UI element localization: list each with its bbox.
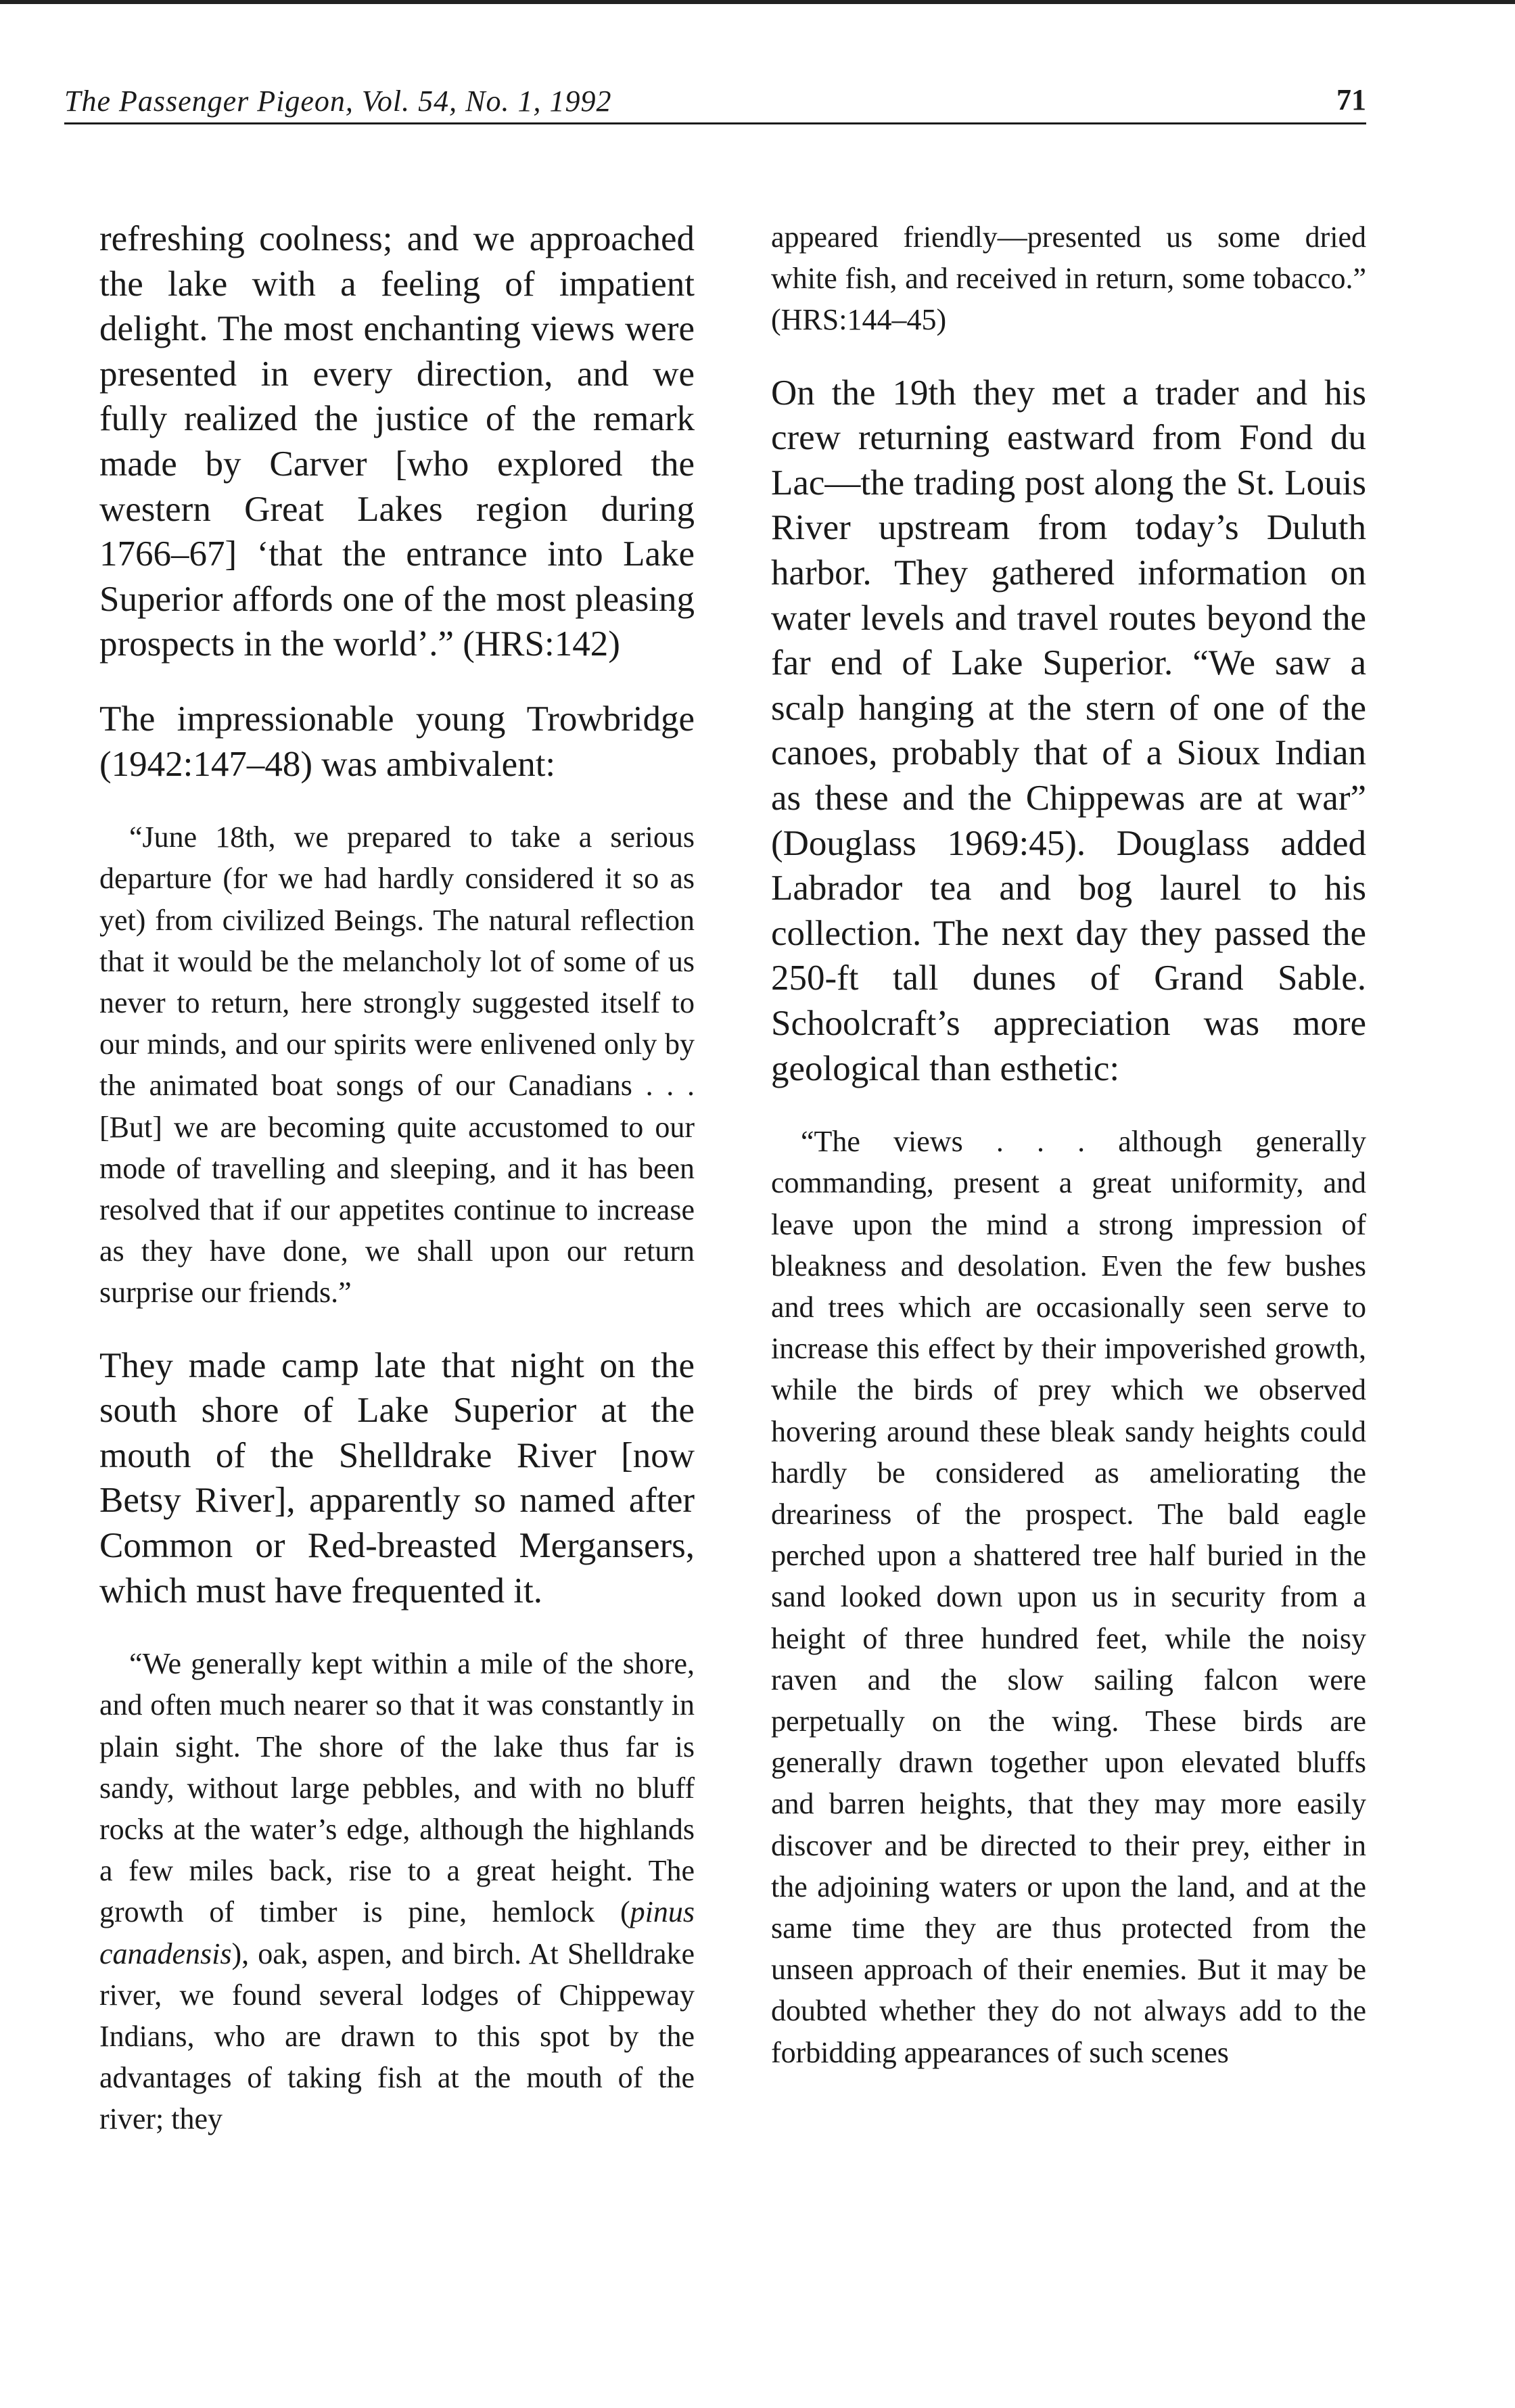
- journal-citation: The Passenger Pigeon, Vol. 54, No. 1, 1992: [64, 85, 612, 118]
- page-number: 71: [1336, 83, 1366, 116]
- block-quote-shore: [99, 1643, 695, 2139]
- quote-text: “We generally kept within a mile of the shore, and often much nearer so that it was constantly in plain sight. The shore of the lake thus far is sandy, without large pebbles, and with no bluff rocks at the water’s edge, although the highlands a few miles back, rise to a great height. The growth of timber is pine, hemlock (: [99, 1647, 695, 1929]
- paragraph-shelldrake-camp: They made camp late that night on the south shore of Lake Superior at the mouth of the Shelldrake River [now Betsy River], apparently so named after Common or Red-breasted Mergansers, which must have frequented it.: [99, 1345, 695, 1611]
- paragraph-fond-du-lac: On the 19th they met a trader and his crew returning eastward from Fond du Lac—the trading post along the St. Louis River upstream from today’s Duluth harbor. They gathered information on water levels and travel routes beyond the far end of Lake Superior. “We saw a scalp hanging at the stern of one of the canoes, probably that of a Sioux Indian as these and the Chippewas are at war” (Douglass 1969:45). Douglass added Labrador tea and bog laurel to his collection. The next day they passed the 250-ft tall dunes of Grand Sable. Schoolcraft’s appreciation was more geological than esthetic:: [771, 373, 1366, 1088]
- block-quote-schoolcraft: “The views . . . although generally commanding, present a great uniformity, and leave upon the mind a strong impression of bleakness and desolation. Even the few bushes and trees which are occasionally seen serve to increase this effect by their impoverished growth, while the birds of prey which we observed hovering around these bleak sandy heights could hardly be considered as ameliorating the dreariness of the prospect. The bald eagle perched upon a shattered tree half buried in the sand looked down upon us in security from a height of three hundred feet, while the noisy raven and the slow sailing falcon were perpetually on the wing. These birds are generally drawn together upon elevated bluffs and barren heights, that they may more easily discover and be directed to their prey, either in the adjoining waters or upon the land, and at the same time they are thus protected from the unseen approach of their enemies. But it may be doubted whether they do not always add to the forbidding appearances of such scenes: [771, 1125, 1366, 2069]
- top-rule: [0, 0, 1515, 4]
- block-quote-trowbridge: “June 18th, we prepared to take a serious departure (for we had hardly considered it so as yet) from civilized Beings. The natural reflection that it would be the melancholy lot of some of us never to return, here strongly suggested itself to our minds, and our spirits were enlivened only by the animated boat songs of our Canadians . . . [But] we are becoming quite accustomed to our mode of travelling and sleeping, and it has been resolved that if our appetites continue to increase as they have done, we shall upon our return surprise our friends.”: [99, 820, 695, 1310]
- paragraph-carver-quote-end: refreshing coolness; and we approached the lake with a feeling of impatient delight. The most enchanting views were presented in every direction, and we fully realized the justice of the remark made by Carver [who explored the western Great Lakes region during 1766–67] ‘that the entrance into Lake Superior affords one of the most pleasing prospects in the world’.” (HRS:142): [99, 219, 695, 664]
- species-name: pinus canadensis: [99, 1895, 695, 1970]
- quote-text: ), oak, aspen, and birch. At Shelldrake river, we found several lodges of Chippeway Indians, who are drawn to this spot by the advantages of taking fish at the mouth of the river; they: [99, 1937, 695, 2136]
- paragraph-trowbridge-intro: The impressionable young Trowbridge (1942:147–48) was ambivalent:: [99, 699, 695, 784]
- running-header: [64, 76, 1366, 123]
- left-column: [99, 216, 695, 2347]
- right-column: [771, 216, 1366, 2347]
- header-rule: [64, 122, 1366, 124]
- block-quote-shore-continued: appeared friendly—presented us some dried white fish, and received in return, some tobacco.” (HRS:144–45): [771, 221, 1366, 337]
